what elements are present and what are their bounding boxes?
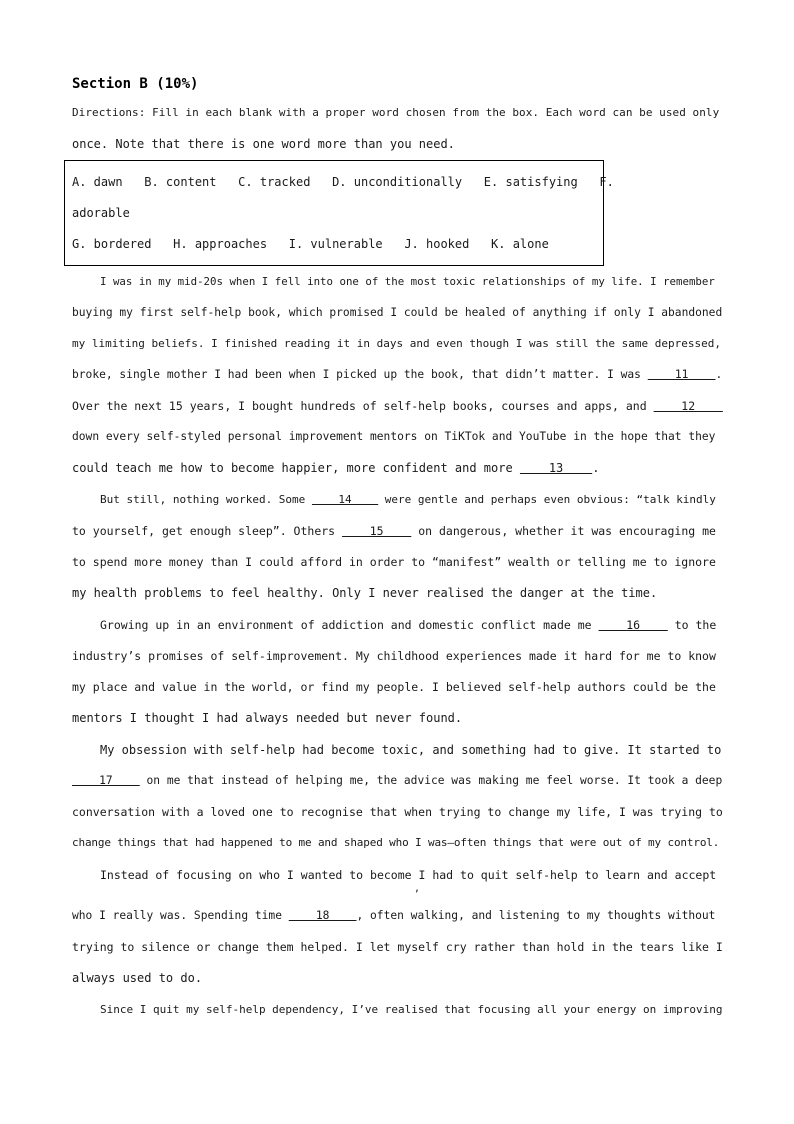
passage-p1-line-7: could teach me how to become happier, more confident and more 13 . [72,461,600,475]
word-box-row-1: A. dawn B. content C. tracked D. unconditionally E. satisfying F. [72,175,614,189]
blank-15[interactable]: 15 [342,524,412,538]
passage-p3-line-2: industry’s promises of self-improvement. My childhood experiences made it hard for me to know [72,649,716,663]
passage-p4-line-2: 17 on me that instead of helping me, the advice was making me feel worse. It took a deep [72,774,723,787]
blank-16[interactable]: 16 [598,618,668,632]
stray-comma: , [414,883,421,894]
passage-p5-line-2: who I really was. Spending time 18 , often walking, and listening to my thoughts without [72,909,716,922]
blank-18[interactable]: 18 [288,909,357,922]
passage-p1-line-3: my limiting beliefs. I finished reading it in days and even though I was still the same depressed, [72,337,722,350]
word-box-row-3: G. bordered H. approaches I. vulnerable J. hooked K. alone [72,237,549,251]
passage-p3-line-1: Growing up in an environment of addiction and domestic conflict made me 16 to the [100,618,717,632]
passage-p5-line-4: always used to do. [72,971,203,985]
blank-12[interactable]: 12 [653,399,723,413]
passage-p1-line-2: buying my first self-help book, which promised I could be healed of anything if only I abandoned [72,306,723,319]
passage-p1-line-6: down every self-styled personal improvement mentors on TiKTok and YouTube in the hope that they [72,430,716,443]
blank-13[interactable]: 13 [519,461,593,475]
passage-p2-line-4: my health problems to feel healthy. Only I never realised the danger at the time. [72,586,658,600]
passage-p6-line-1: Since I quit my self-help dependency, I’ve realised that focusing all your energy on improving [100,1003,723,1016]
blank-17[interactable]: 17 [72,774,140,787]
passage-p4-line-1: My obsession with self-help had become toxic, and something had to give. It started to [100,743,722,757]
passage-p2-line-2: to yourself, get enough sleep”. Others 15 on dangerous, whether it was encouraging me [72,524,716,538]
passage-p5-line-3: trying to silence or change them helped. I let myself cry rather than hold in the tears like I [72,940,723,954]
word-box-row-2: adorable [72,206,130,220]
blank-11[interactable]: 11 [647,368,716,381]
passage-p4-line-4: change things that had happened to me and shaped who I was—often things that were out of my control. [72,836,720,849]
passage-p5-line-1: Instead of focusing on who I wanted to become I had to quit self-help to learn and accept [100,868,717,882]
passage-p4-line-3: conversation with a loved one to recognise that when trying to change my life, I was trying to [72,805,723,819]
passage-p3-line-3: my place and value in the world, or find my people. I believed self-help authors could be the [72,680,716,694]
passage-p2-line-1: But still, nothing worked. Some 14 were gentle and perhaps even obvious: “talk kindly [100,493,716,506]
passage-p1-line-4: broke, single mother I had been when I picked up the book, that didn’t matter. I was 11 . [72,368,723,381]
directions-line-2: once. Note that there is one word more than you need. [72,137,455,151]
passage-p3-line-4: mentors I thought I had always needed but never found. [72,711,463,725]
section-title: Section B (10%) [72,76,199,92]
passage-p1-line-5: Over the next 15 years, I bought hundreds of self-help books, courses and apps, and 12 [72,399,723,413]
blank-14[interactable]: 14 [311,493,379,506]
directions-line-1: Directions: Fill in each blank with a proper word chosen from the box. Each word can be used only [72,106,720,119]
passage-p2-line-3: to spend more money than I could afford in order to “manifest” wealth or telling me to ignore [72,555,716,569]
passage-p1-line-1: I was in my mid-20s when I fell into one of the most toxic relationships of my life. I remember [100,275,715,288]
